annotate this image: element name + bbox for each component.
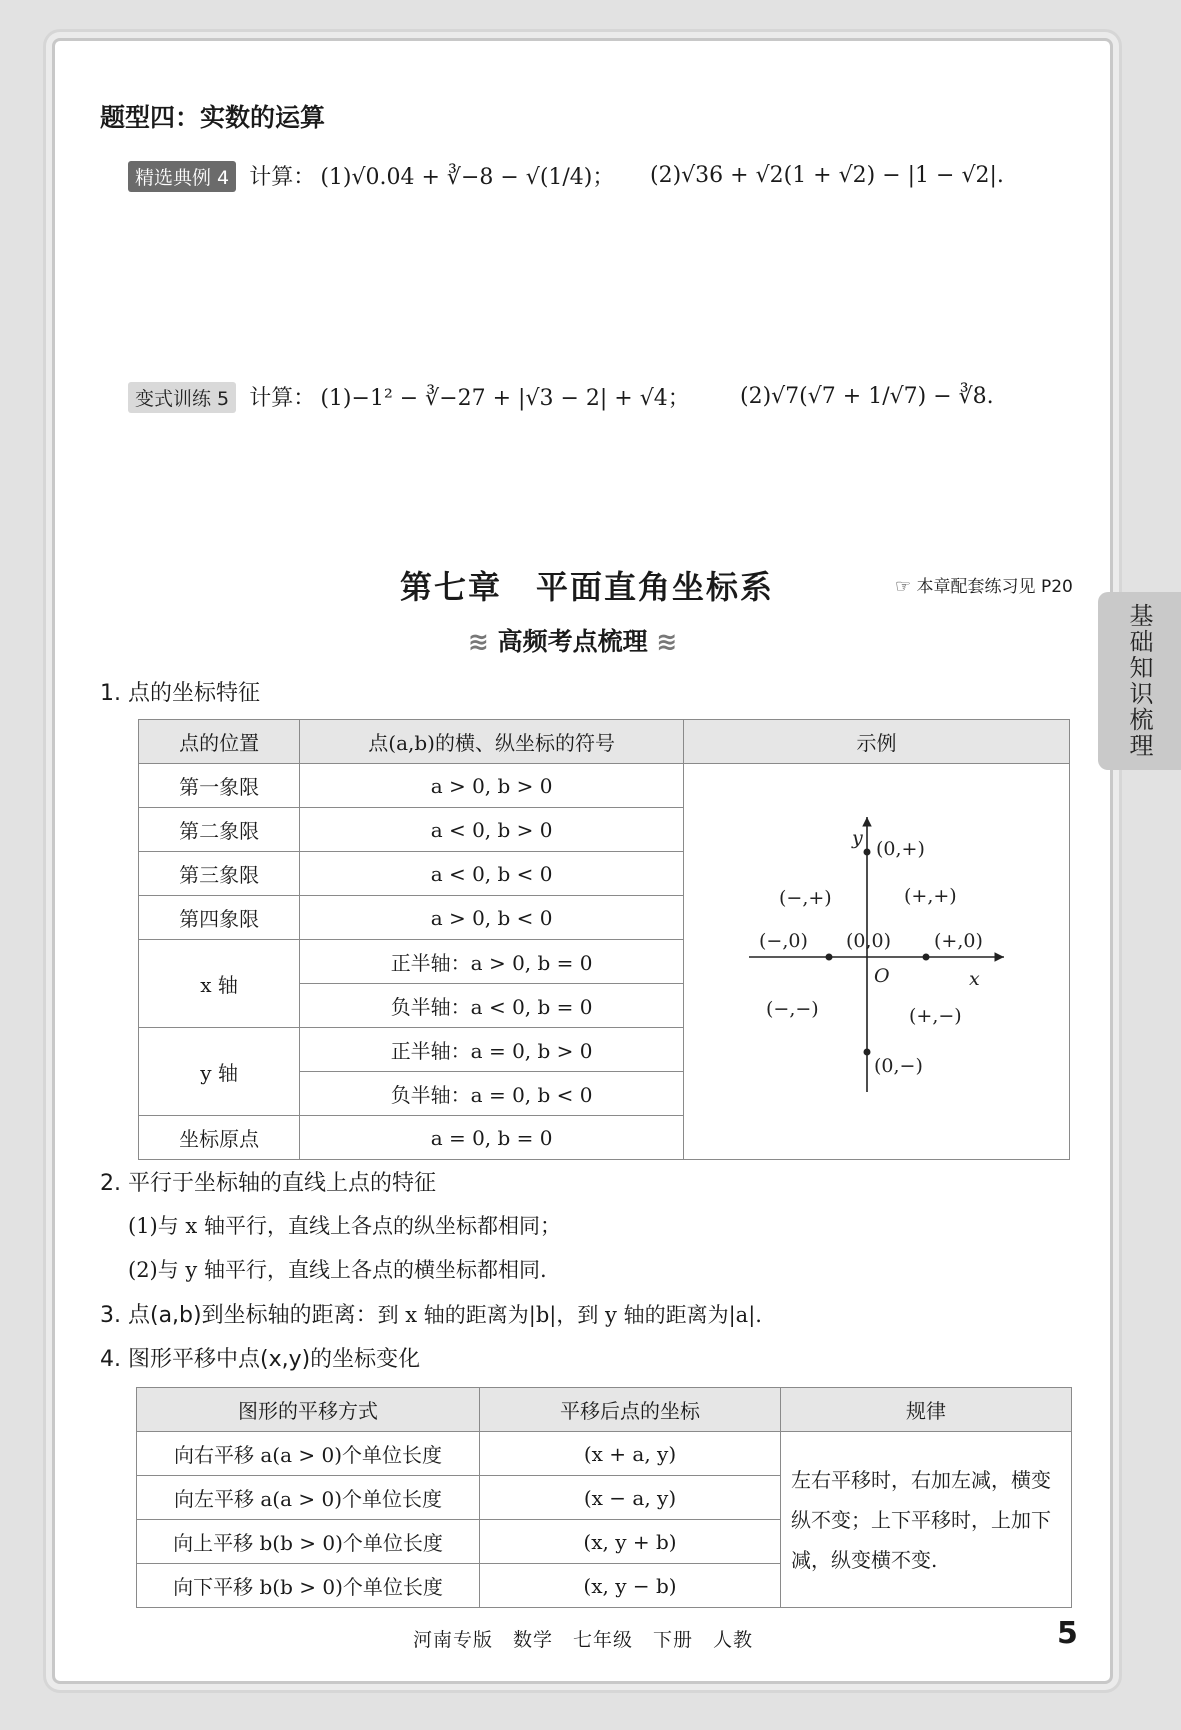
table1-row-sign: 负半轴：a < 0, b = 0 [300, 984, 684, 1028]
table1-row-sign: a < 0, b > 0 [300, 808, 684, 852]
point4-title: 4. 图形平移中点(x,y)的坐标变化 [100, 1347, 421, 1372]
side-tab: 基础知识梳理 [1098, 592, 1181, 770]
variant-lead: 计算： [249, 386, 316, 411]
table2-row-mode: 向右平移 a(a > 0)个单位长度 [137, 1432, 480, 1476]
wave-right-icon: ≋ [656, 627, 678, 656]
example-row [128, 160, 614, 192]
label-neg-x: (−,0) [759, 929, 808, 952]
point3-row [100, 1298, 762, 1329]
point-neg-y [864, 1048, 871, 1055]
table2-row-mode: 向下平移 b(b > 0)个单位长度 [137, 1564, 480, 1608]
section-title: 题型四：实数的运算 [100, 103, 326, 132]
y-axis-label: y [852, 826, 863, 849]
table1-header-sign: 点(a,b)的横、纵坐标的符号 [300, 720, 684, 764]
point2-title: 2. 平行于坐标轴的直线上点的特征 [100, 1171, 436, 1196]
table2-rule: 左右平移时，右加左减，横变纵不变；上下平移时，上加下减，纵变横不变. [781, 1432, 1072, 1608]
point1-title: 1. 点的坐标特征 [100, 681, 260, 706]
table2-row-coord: (x + a, y) [480, 1432, 781, 1476]
point3-title: 3. 点(a,b)到坐标轴的距离： [100, 1303, 378, 1328]
table2-row-coord: (x, y − b) [480, 1564, 781, 1608]
table1-row-sign: a = 0, b = 0 [300, 1116, 684, 1160]
table1-row-pos: y 轴 [139, 1028, 300, 1116]
practice-ref [895, 572, 1073, 597]
table1-row-pos: 第二象限 [139, 808, 300, 852]
variant-row [128, 381, 690, 413]
variant-part-2: (2)√7(√7 + 1/√7) − ∛8. [740, 384, 994, 409]
label-pos-y: (0,+) [876, 837, 925, 860]
chapter-title: 第七章 平面直角坐标系 [400, 568, 775, 606]
example-tag: 精选典例 4 [128, 161, 236, 192]
translation-table [136, 1387, 1072, 1608]
variant-tag: 变式训练 5 [128, 382, 236, 413]
table1-row-pos: x 轴 [139, 940, 300, 1028]
label-origin: (0,0) [846, 929, 892, 952]
table1-header-position: 点的位置 [139, 720, 300, 764]
example-part-1: (1)√0.04 + ∛−8 − √(1/4)； [320, 165, 615, 190]
example-part-2: (2)√36 + √2(1 + √2) − |1 − √2|. [650, 163, 1004, 188]
table1-row-pos: 坐标原点 [139, 1116, 300, 1160]
table1-row-sign: 正半轴：a = 0, b > 0 [300, 1028, 684, 1072]
point2-line1: (1)与 x 轴平行，直线上各点的纵坐标都相同； [128, 1214, 561, 1238]
label-q3: (−,−) [766, 997, 819, 1020]
point-pos-x [923, 953, 930, 960]
example-lead: 计算： [249, 165, 316, 190]
subhead-row [468, 622, 677, 658]
label-q1: (+,+) [904, 884, 957, 907]
table2-header-mode: 图形的平移方式 [137, 1388, 480, 1432]
quadrant-diagram [684, 772, 1069, 1152]
table1-row-sign: a > 0, b < 0 [300, 896, 684, 940]
subhead-title: 高频考点梳理 [497, 627, 648, 656]
label-q4: (+,−) [909, 1004, 962, 1027]
x-axis-label: x [969, 967, 980, 990]
table2-header-coord: 平移后点的坐标 [480, 1388, 781, 1432]
table2-row-coord: (x − a, y) [480, 1476, 781, 1520]
label-q2: (−,+) [779, 886, 832, 909]
label-pos-x: (+,0) [934, 929, 983, 952]
table1-row-sign: 正半轴：a > 0, b = 0 [300, 940, 684, 984]
label-neg-y: (0,−) [874, 1054, 923, 1077]
variant-part-1: (1)−1² − ∛−27 + |√3 − 2| + √4； [320, 386, 690, 411]
table2-header-rule: 规律 [781, 1388, 1072, 1432]
practice-ref-text: 本章配套练习见 P20 [916, 577, 1073, 597]
table1-row-sign: a > 0, b > 0 [300, 764, 684, 808]
table1-header-example: 示例 [684, 720, 1070, 764]
table1-row-pos: 第三象限 [139, 852, 300, 896]
coordinate-sign-table [138, 719, 1070, 1160]
table2-row-coord: (x, y + b) [480, 1520, 781, 1564]
footer-text: 河南专版 数学 七年级 下册 人教 [413, 1629, 754, 1651]
point-pos-y [864, 848, 871, 855]
quadrant-diagram-cell [684, 764, 1070, 1160]
table1-row-pos: 第一象限 [139, 764, 300, 808]
wave-left-icon: ≋ [468, 627, 489, 656]
origin-label: O [874, 964, 890, 987]
page-number: 5 [1057, 1616, 1078, 1651]
table1-row-pos: 第四象限 [139, 896, 300, 940]
pointing-hand-icon: ☞ [895, 576, 912, 597]
table1-row-sign: 负半轴：a = 0, b < 0 [300, 1072, 684, 1116]
point-neg-x [826, 953, 833, 960]
table1-row-sign: a < 0, b < 0 [300, 852, 684, 896]
table2-row-mode: 向左平移 a(a > 0)个单位长度 [137, 1476, 480, 1520]
point2-line2: (2)与 y 轴平行，直线上各点的横坐标都相同. [128, 1258, 547, 1282]
table2-row-mode: 向上平移 b(b > 0)个单位长度 [137, 1520, 480, 1564]
point3-text: 到 x 轴的距离为|b|，到 y 轴的距离为|a|. [377, 1303, 762, 1327]
